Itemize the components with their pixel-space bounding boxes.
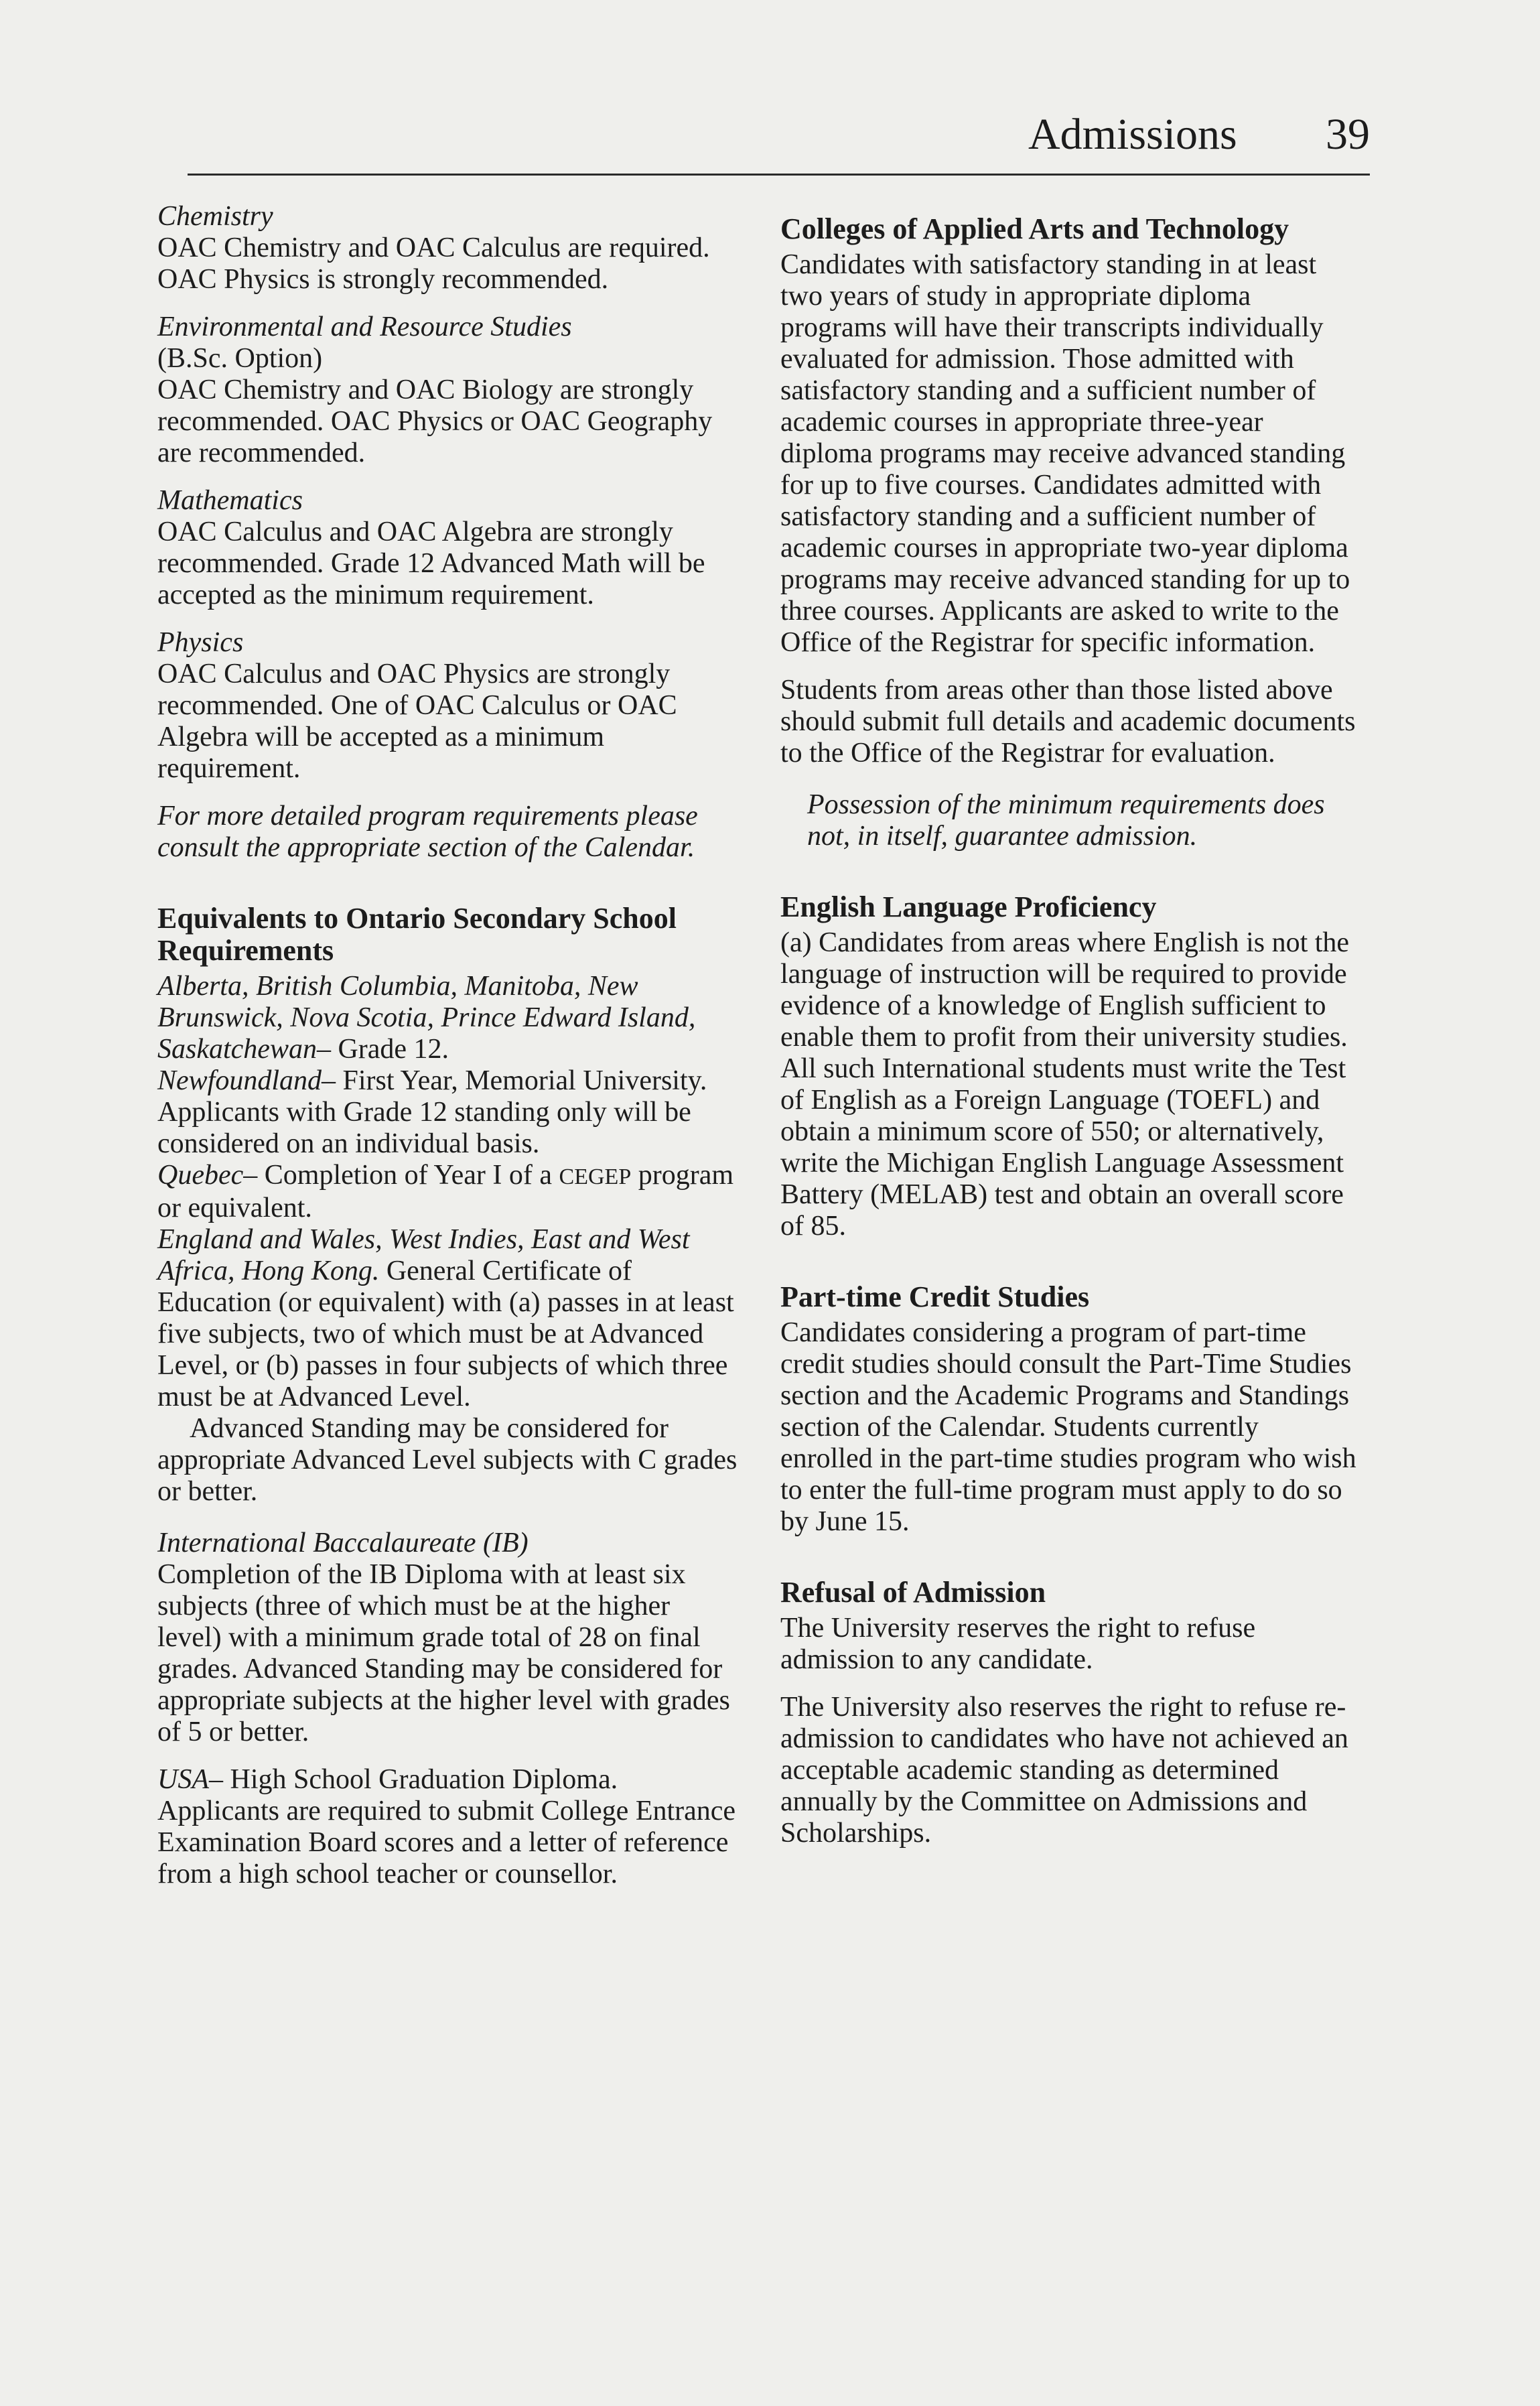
possession-note: Possession of the minimum requirements does not, in itself, guarantee admission. [807, 789, 1325, 852]
england-text: General Certificate of Education (or equivalent) with (a) passes in at least five subjects, two of which must be at Advanced Level, or (b) passes in four subjects of which three must be at Advanced Level. [157, 1256, 734, 1412]
ib-entry [157, 1528, 740, 1748]
english-text: (a) Candidates from areas where English is not the language of instruction will be required to provide evidence of a knowledge of English sufficient to enable them to profit from their university studies. All such International students must write the Test of English as a Foreign Language (TOEFL) and obtain a minimum score of 550; or alternatively, write the Michigan English Language Assessment Battery (MELAB) test and obtain an overall score of 85. [780, 927, 1350, 1242]
page-number: 39 [1326, 110, 1370, 159]
provinces-entry [157, 971, 740, 1065]
environmental-block [157, 312, 740, 469]
quebec-label: Quebec [157, 1160, 244, 1191]
page-header [188, 101, 1370, 176]
newfoundland-label: Newfoundland [157, 1065, 322, 1096]
newfoundland-entry [157, 1065, 740, 1160]
physics-block [157, 627, 740, 785]
england-label: England and Wales, West Indies, East and West Africa, Hong Kong. [157, 1224, 690, 1286]
chemistry-block [157, 201, 740, 295]
usa-label: USA [157, 1764, 209, 1795]
colleges-text: Candidates with satisfactory standing in at least two years of study in appropriate diploma programs will have their transcripts individually evaluated for admission. Those admitted with satisfactory standing and a sufficient number of academic courses in appropriate three-year diploma programs may receive advanced standing for up to five courses. Candidates admitted with satisfactory standing and a sufficient number of academic courses in appropriate two-year diploma programs may receive advanced standing for up to three courses. Applicants are asked to write to the Office of the Registrar for specific information. [780, 249, 1350, 658]
colleges-heading: Colleges of Applied Arts and Technology [780, 212, 1289, 245]
refusal-heading: Refusal of Admission [780, 1576, 1046, 1609]
mathematics-title: Mathematics [157, 485, 303, 516]
quebec-cegep: CEGEP [559, 1164, 632, 1189]
quebec-entry [157, 1160, 740, 1224]
newfoundland-text: – First Year, Memorial University. Applicants with Grade 12 standing only will be considered on an individual basis. [157, 1065, 707, 1159]
environmental-title: Environmental and Resource Studies [157, 312, 572, 342]
provinces-text: – Grade 12. [316, 1034, 449, 1065]
advanced-standing: Advanced Standing may be considered for appropriate Advanced Level subjects with C grades or better. [157, 1413, 738, 1507]
chemistry-text: OAC Chemistry and OAC Calculus are required. OAC Physics is strongly recommended. [157, 232, 710, 295]
left-column [157, 201, 740, 1906]
usa-entry [157, 1764, 740, 1890]
header-rule [188, 174, 1370, 176]
provinces-label: Alberta, British Columbia, Manitoba, New Brunswick, Nova Scotia, Prince Edward Island, Saskatchewan [157, 971, 696, 1065]
consult-note: For more detailed program requirements please consult the appropriate section of the Calendar. [157, 801, 698, 863]
physics-text: OAC Calculus and OAC Physics are strongly recommended. One of OAC Calculus or OAC Algebra will be accepted as a minimum requirement. [157, 659, 677, 784]
parttime-text: Candidates considering a program of part-time credit studies should consult the Part-Time Studies section and the Academic Programs and Standings section of the Calendar. Students currently enrolled in the part-time studies program who wish to enter the full-time program must apply to do so by June 15. [780, 1317, 1356, 1537]
quebec-text-1: – Completion of Year I of a [243, 1160, 559, 1191]
mathematics-block [157, 485, 740, 611]
english-heading: English Language Proficiency [780, 890, 1157, 923]
ib-text: Completion of the IB Diploma with at least six subjects (three of which must be at the higher level) with a minimum grade total of 28 on final grades. Advanced Standing may be considered for appropriate subjects at the higher level with grades of 5 or better. [157, 1559, 730, 1747]
quebec-text-2: program or equivalent. [157, 1160, 734, 1223]
environmental-text: OAC Chemistry and OAC Biology are strongly recommended. OAC Physics or OAC Geography are recommended. [157, 375, 713, 468]
section-title: Admissions [1028, 110, 1237, 159]
physics-title: Physics [157, 627, 244, 658]
ib-title: International Baccalaureate (IB) [157, 1528, 529, 1558]
other-areas-text: Students from areas other than those listed above should submit full details and academic documents to the Office of the Registrar for evaluation. [780, 675, 1356, 768]
england-entry [157, 1224, 740, 1413]
refusal-text-2: The University also reserves the right to refuse re-admission to candidates who have not achieved an acceptable academic standing as determined annually by the Committee on Admissions and Scholarships. [780, 1692, 1348, 1849]
parttime-heading: Part-time Credit Studies [780, 1280, 1090, 1313]
refusal-text-1: The University reserves the right to refuse admission to any candidate. [780, 1613, 1256, 1675]
equivalents-heading: Equivalents to Ontario Secondary School Requirements [157, 902, 677, 967]
environmental-subtitle: (B.Sc. Option) [157, 343, 323, 374]
usa-text: – High School Graduation Diploma. Applicants are required to submit College Entrance Examination Board scores and a letter of reference from a high school teacher or counsellor. [157, 1764, 736, 1889]
mathematics-text: OAC Calculus and OAC Algebra are strongly recommended. Grade 12 Advanced Math will be accepted as the minimum requirement. [157, 517, 705, 610]
right-column [780, 201, 1356, 1865]
chemistry-title: Chemistry [157, 201, 273, 232]
